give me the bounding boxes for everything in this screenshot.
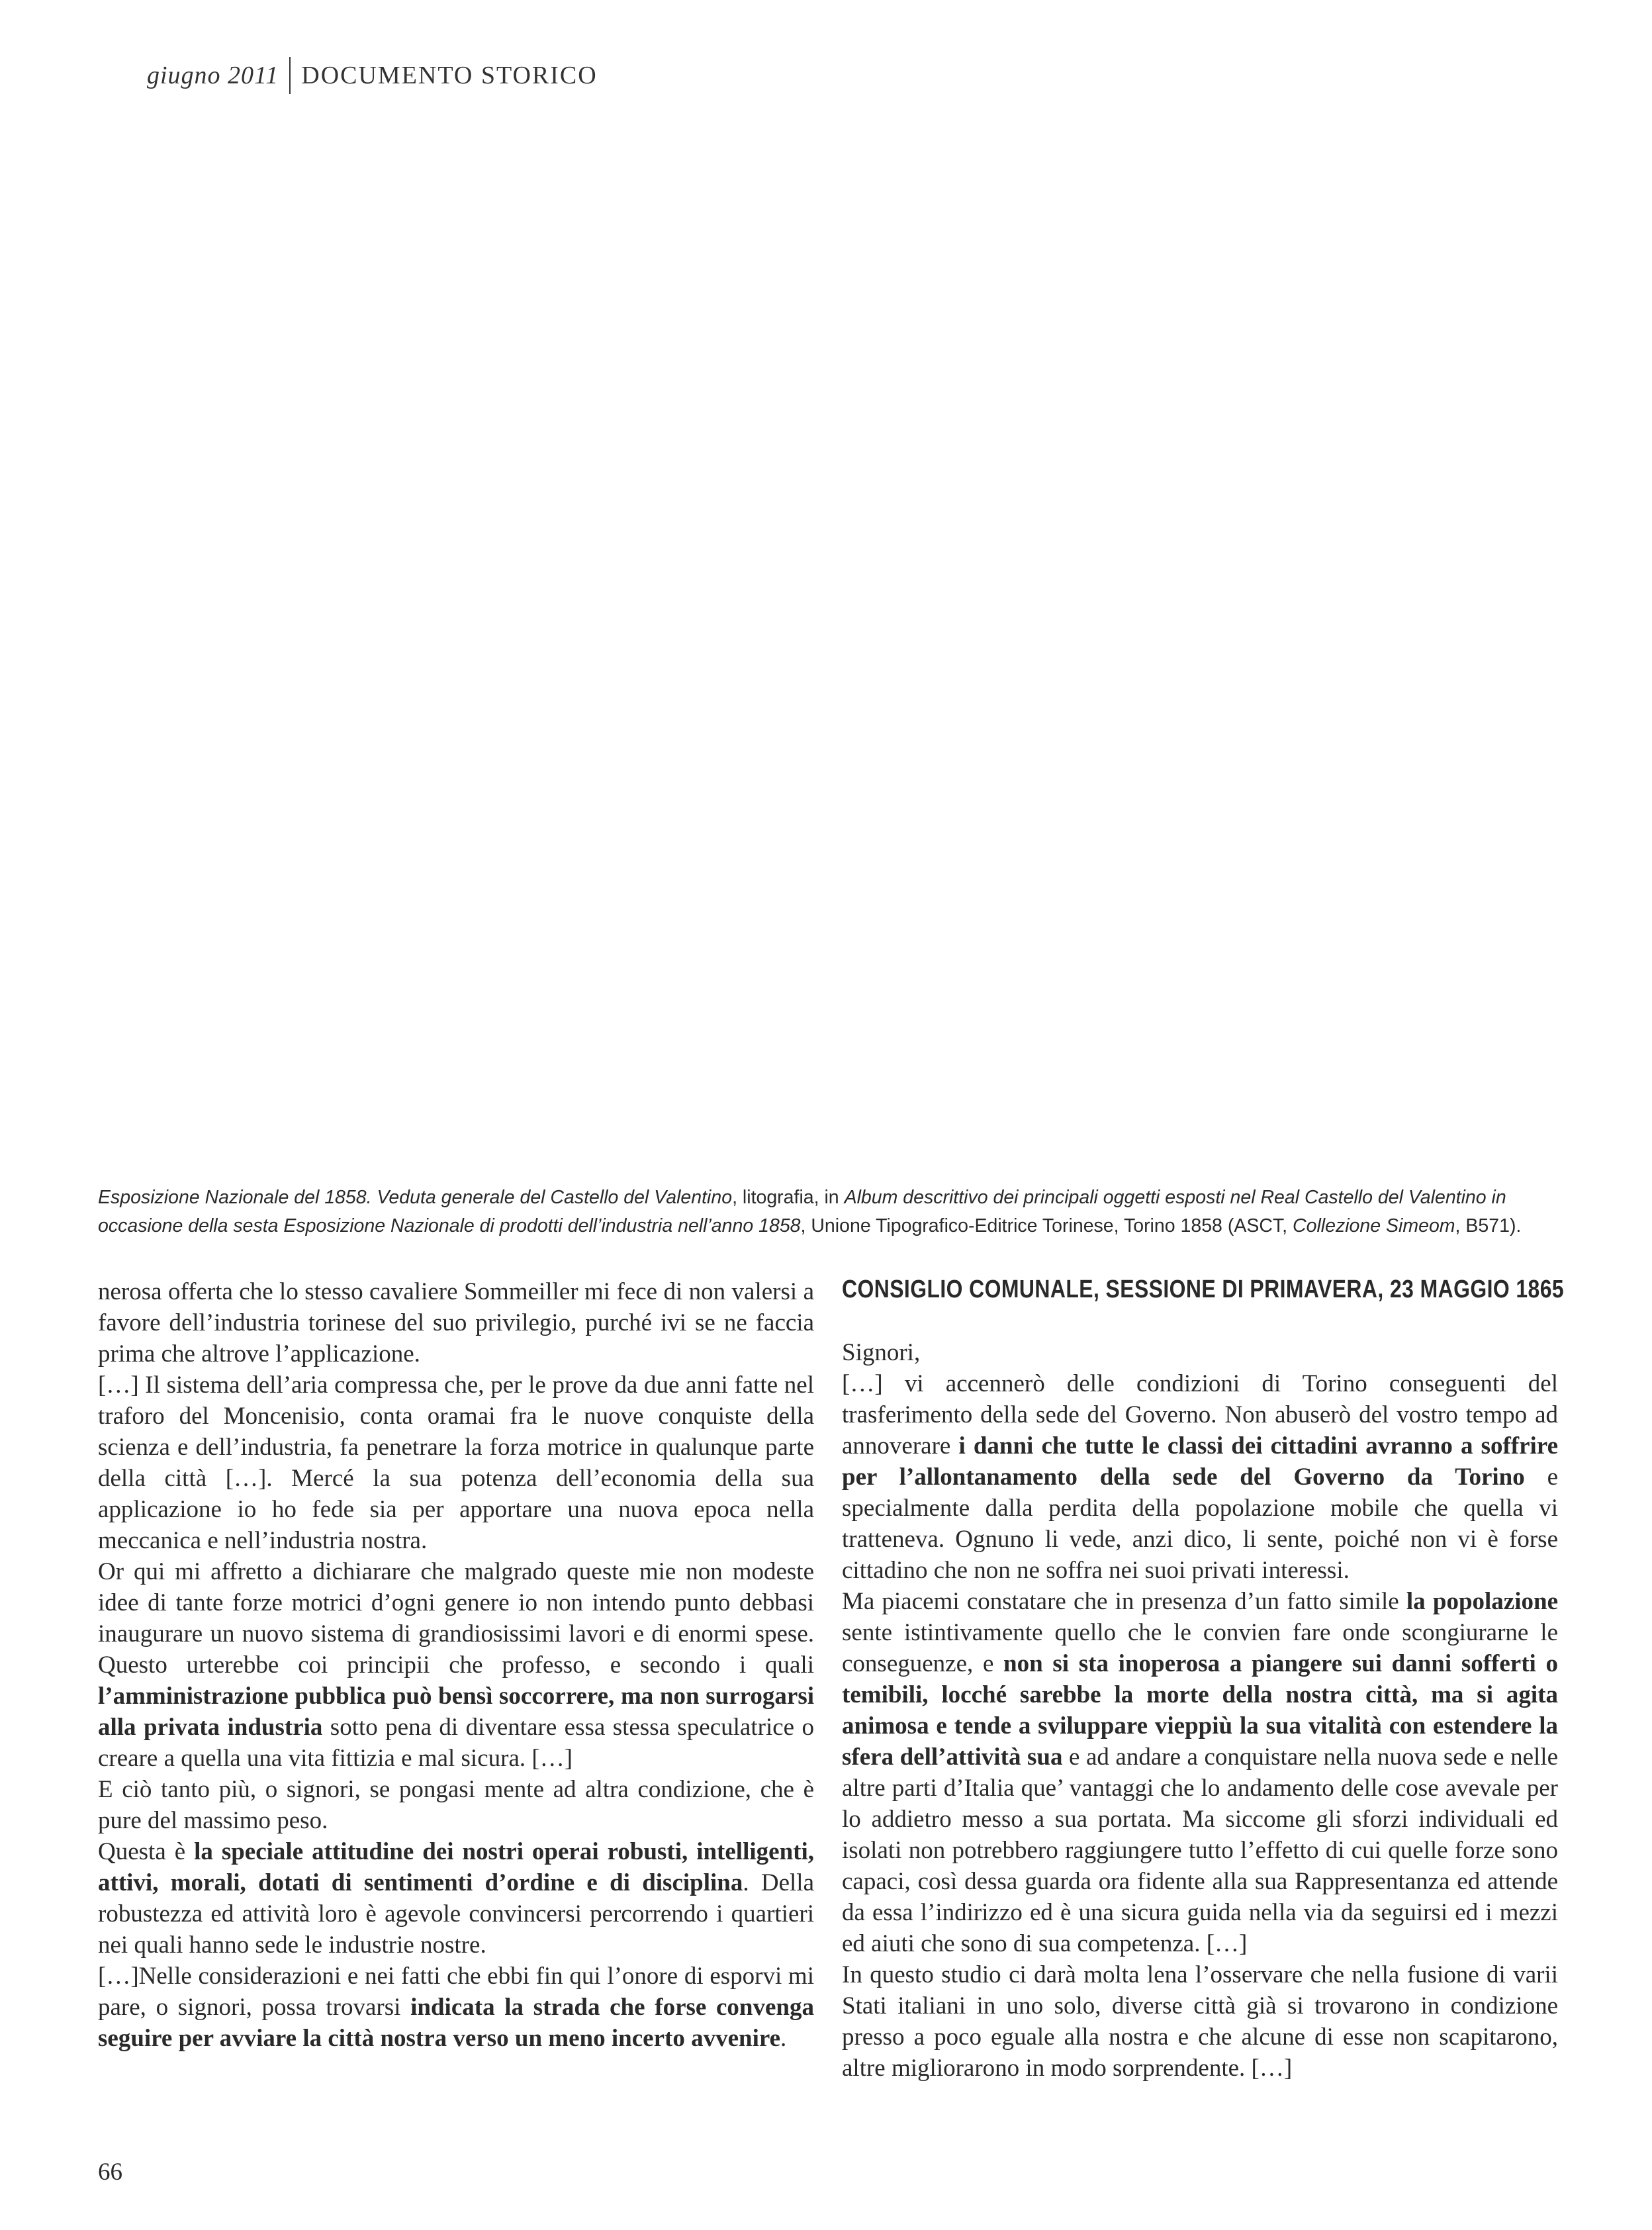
- caption-text-2: , Unione Tipografico-Editrice Torinese, Torino 1858 (ASCT,: [800, 1215, 1293, 1236]
- right-paragraph-1: [842, 1368, 1558, 1586]
- left-p5-text-b: . Della robustezza ed attività loro è agevole convincersi percorrendo i quartieri nei quali hanno sede le industrie nostre.: [98, 1869, 815, 1959]
- left-p5-text-a: Questa è: [98, 1838, 195, 1865]
- figure-image-area: [98, 119, 1554, 1158]
- left-p3-bold: l’amministrazione pubblica può bensì soccorrere, ma non surrogarsi alla privata industria: [98, 1683, 814, 1741]
- right-p1-text-a: […] vi accennerò delle condizioni di Torino conseguenti del trasferimento della sede del Governo. Non abuserò del vostro tempo ad annoverare: [842, 1370, 1558, 1460]
- page-number: 66: [98, 2159, 122, 2186]
- right-p2-text-b: sente istintivamente quello che le convien fare onde scongiurarne le conseguenze, e: [842, 1619, 1558, 1677]
- left-paragraph-2: […] Il sistema dell’aria compressa che, per le prove da due anni fatte nel traforo del Moncenisio, conta oramai fra le nuove conquiste della scienza e dell’industria, fa penetrare la forza motrice in qualunque parte della città […]. Mercé la sua potenza dell’economia della sua applicazione io ho fede sia per apportare una nuova epoca nella meccanica e nell’industria nostra.: [98, 1371, 814, 1554]
- right-column: [842, 1272, 1565, 2084]
- left-paragraph-1: nerosa offerta che lo stesso cavaliere Sommeiller mi fece di non valersi a favore dell’industria torinese del suo privilegio, purché ivi se ne faccia prima che altrove l’applicazione.: [98, 1278, 814, 1368]
- right-p1-text-b: e specialmente dalla perdita della popolazione mobile che quella vi tratteneva. Ognuno li vede, anzi dico, li sente, poiché non vi è forse cittadino che non ne soffra nei suoi privati interessi.: [842, 1463, 1558, 1584]
- left-p3-text-b: sotto pena di diventare essa stessa speculatrice o creare a quella una vita fittizia e mal sicura. […]: [98, 1714, 814, 1772]
- caption-text-1: , litografia, in: [732, 1187, 845, 1208]
- right-p2-text-a: Ma piacemi constatare che in presenza d’un fatto simile: [842, 1588, 1406, 1615]
- left-p6-bold: indicata la strada che forse convenga seguire per avviare la città nostra verso un meno incerto avvenire: [98, 1994, 814, 2052]
- left-p6-text-a: […]Nelle considerazioni e nei fatti che ebbi fin qui l’onore di esporvi mi pare, o signori, possa trovarsi: [98, 1963, 814, 2021]
- caption-text-3: , B571).: [1455, 1215, 1522, 1236]
- right-p2-text-c: e ad andare a conquistare nella nuova sede e nelle altre parti d’Italia que’ vantaggi che lo andamento delle cose avevale per lo addietro messo a sua portata. Ma siccome gli sforzi individuali ed isolati non potrebbero raggiungere tutto l’effetto di cui quelle forze sono capaci, così dessa guarda ora fidente alla sua Rappresentanza ed attende da essa l’indirizzo ed è una sicura guida nella via da seguirsi ed i mezzi ed aiuti che sono di sua competenza. […]: [842, 1743, 1558, 1957]
- left-paragraph-4: E ciò tanto più, o signori, se pongasi mente ad altra condizione, che è pure del massimo peso.: [98, 1776, 814, 1834]
- right-p2-bold-1: la popolazione: [1406, 1588, 1558, 1615]
- left-paragraph-6: [98, 1961, 814, 2054]
- caption-album: Album descrittivo dei principali oggetti esposti nel Real Castello del Valentino in occasione della sesta Esposizione Nazionale di prodotti dell’industria nell’anno 1858: [98, 1187, 1506, 1236]
- section-heading: CONSIGLIO COMUNALE, SESSIONE DI PRIMAVERA, 23 MAGGIO 1865: [842, 1276, 1565, 1303]
- salutation: Signori,: [842, 1339, 921, 1366]
- header-date: giugno 2011: [147, 62, 279, 89]
- left-p3-text-a: Or qui mi affretto a dichiarare che malgrado queste mie non modeste idee di tante forze motrici d’ogni genere io non intendo punto debbasi inaugurare un nuovo sistema di grandiosissimi lavori e di enormi spese. Questo urterebbe coi principii che professo, e secondo i quali: [98, 1558, 814, 1679]
- caption-collection: Collezione Simeom: [1293, 1215, 1455, 1236]
- left-paragraph-5: [98, 1836, 814, 1961]
- header-section: DOCUMENTO STORICO: [301, 62, 598, 89]
- header-divider: [289, 57, 291, 94]
- running-head: [147, 57, 598, 94]
- right-paragraph-2: [842, 1586, 1558, 1959]
- left-p6-text-b: .: [780, 2025, 787, 2052]
- caption-title: Esposizione Nazionale del 1858. Veduta generale del Castello del Valentino: [98, 1187, 733, 1208]
- right-p1-bold: i danni che tutte le classi dei cittadini avranno a soffrire per l’allontanamento della sede del Governo da Torino: [842, 1432, 1558, 1491]
- figure-caption: [98, 1184, 1561, 1240]
- left-column: [98, 1276, 814, 2054]
- right-p2-bold-2: non si sta inoperosa a piangere sui danni sofferti o temibili, locché sarebbe la morte della nostra città, ma si agita animosa e tende a sviluppare vieppiù la sua vitalità con estendere la sfera dell’attività sua: [842, 1650, 1558, 1771]
- left-paragraph-3: [98, 1556, 814, 1774]
- left-p5-bold: la speciale attitudine dei nostri operai robusti, intelligenti, attivi, morali, dotati di sentimenti d’ordine e di disciplina: [98, 1838, 814, 1896]
- right-paragraph-3: In questo studio ci darà molta lena l’osservare che nella fusione di varii Stati italiani in uno solo, diverse città già si trovarono in condizione presso a poco eguale alla nostra e che alcune di esse non scapitarono, altre migliorarono in modo sorprendente. […]: [842, 1961, 1558, 2082]
